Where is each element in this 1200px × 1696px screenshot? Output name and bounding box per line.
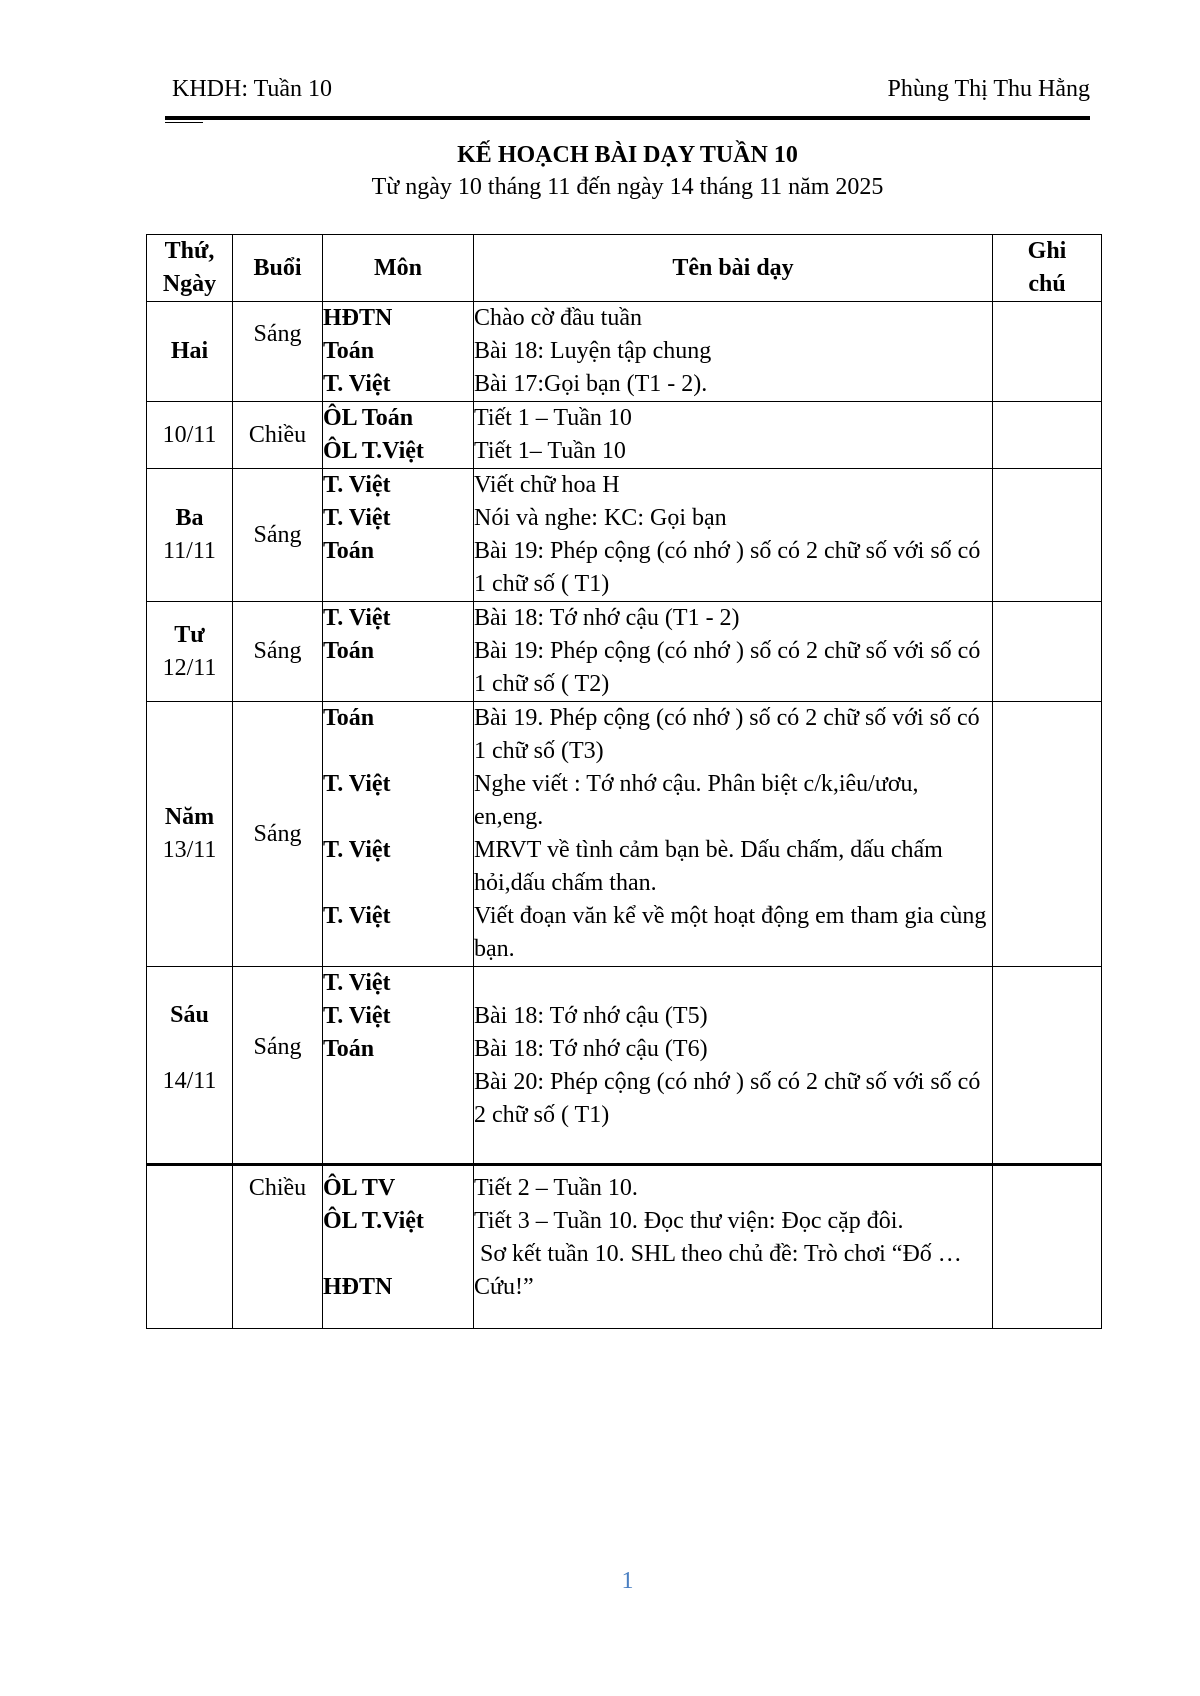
subject-spacer	[323, 1238, 473, 1271]
table-row	[147, 469, 1102, 602]
header-note: Ghi chú	[993, 235, 1102, 302]
subject: T. Việt	[323, 605, 391, 631]
day-cell-mon	[147, 302, 233, 402]
lessons-cell	[474, 302, 993, 402]
subject-spacer	[323, 801, 473, 834]
day-cell-wed	[147, 602, 233, 702]
date-cell-mon: 10/11	[147, 402, 233, 469]
header-lesson: Tên bài dạy	[474, 235, 993, 302]
lessons-cell	[474, 602, 993, 702]
table-row	[147, 302, 1102, 402]
subject: T. Việt	[323, 903, 391, 929]
note-cell	[993, 469, 1102, 602]
day-date: 11/11	[163, 538, 216, 564]
session-cell: Chiều	[233, 1165, 323, 1329]
note-cell	[993, 302, 1102, 402]
lesson: Tiết 3 – Tuần 10. Đọc thư viện: Đọc cặp đôi.	[474, 1208, 904, 1234]
lessons-cell	[474, 702, 993, 967]
lesson: Viết đoạn văn kể về một hoạt động em tham gia cùng bạn.	[474, 903, 987, 962]
subjects-cell	[323, 402, 474, 469]
header-left: KHDH: Tuần 10	[172, 76, 333, 102]
day-cell-empty	[147, 1165, 233, 1329]
day-date: 12/11	[162, 654, 217, 681]
day-name: Tư	[174, 621, 205, 648]
subjects-cell	[323, 702, 474, 967]
lesson: MRVT về tình cảm bạn bè. Dấu chấm, dấu chấm hỏi,dấu chấm than.	[474, 837, 943, 896]
header-rule	[165, 116, 1090, 120]
day-date: 14/11	[162, 1068, 217, 1094]
header-right: Phùng Thị Thu Hằng	[887, 76, 1090, 102]
lesson: Bài 18: Luyện tập chung	[474, 338, 712, 364]
day-spacer	[147, 1032, 232, 1065]
note-cell	[993, 602, 1102, 702]
day-name: Ba	[175, 505, 204, 531]
session-cell: Sáng	[233, 602, 323, 702]
subject: Toán	[323, 538, 375, 564]
subject: T. Việt	[323, 1003, 391, 1029]
subjects-cell	[323, 302, 474, 402]
lesson: Viết chữ hoa H	[474, 472, 620, 498]
lesson: Tiết 2 – Tuần 10.	[474, 1175, 638, 1201]
subject: ÔL T.Việt	[323, 1208, 424, 1234]
lessons-cell	[474, 1165, 993, 1329]
subject: T. Việt	[323, 837, 391, 863]
lessons-cell	[474, 469, 993, 602]
day-date: 13/11	[162, 837, 217, 863]
lesson: Bài 18: Tớ nhớ cậu (T5)	[474, 1003, 708, 1029]
session-cell: Sáng	[233, 967, 323, 1165]
session-cell: Sáng	[233, 469, 323, 602]
lesson: Sơ kết tuần 10. SHL theo chủ đề: Trò chơi “Đố … Cứu!”	[474, 1241, 968, 1300]
subject: ÔL T.Việt	[323, 438, 424, 464]
lesson: Chào cờ đầu tuần	[474, 305, 642, 331]
subject: Toán	[323, 705, 375, 731]
header-subject: Môn	[323, 235, 474, 302]
lesson: Tiết 1 – Tuần 10	[474, 405, 632, 431]
lesson-plan-table	[146, 234, 1102, 1329]
subjects-cell	[323, 1165, 474, 1329]
day-name: Hai	[170, 338, 209, 364]
header-day: Thứ, Ngày	[147, 235, 233, 302]
lesson: Nói và nghe: KC: Gọi bạn	[474, 505, 727, 531]
subject: HĐTN	[323, 1274, 393, 1300]
day-cell-tue	[147, 469, 233, 602]
session-cell: Sáng	[233, 302, 323, 402]
lesson: Bài 19. Phép cộng (có nhớ ) số có 2 chữ số với số có 1 chữ số (T3)	[474, 705, 980, 764]
subject: T. Việt	[323, 371, 391, 397]
lesson: Bài 19: Phép cộng (có nhớ ) số có 2 chữ số với số có 1 chữ số ( T2)	[474, 638, 981, 697]
session-cell: Chiều	[233, 402, 323, 469]
lesson: Nghe viết : Tớ nhớ cậu. Phân biệt c/k,iêu/ươu, en,eng.	[474, 771, 919, 830]
lessons-cell	[474, 967, 993, 1165]
subject: Toán	[323, 638, 375, 664]
note-cell	[993, 402, 1102, 469]
subjects-cell	[323, 469, 474, 602]
lesson: Bài 18: Tớ nhớ cậu (T6)	[474, 1036, 708, 1062]
note-cell	[993, 967, 1102, 1165]
day-name: Năm	[164, 804, 215, 830]
table-row	[147, 602, 1102, 702]
header-session: Buổi	[233, 235, 323, 302]
subject: T. Việt	[323, 505, 391, 531]
subjects-cell	[323, 967, 474, 1165]
lesson-spacer	[474, 967, 992, 1000]
page-subtitle: Từ ngày 10 tháng 11 đến ngày 14 tháng 11 năm 2025	[371, 174, 884, 200]
subject: T. Việt	[323, 771, 391, 797]
day-cell-thu	[147, 702, 233, 967]
table-header-row	[147, 235, 1102, 302]
table-row	[147, 967, 1102, 1165]
page-title: KẾ HOẠCH BÀI DẠY TUẦN 10	[457, 142, 798, 168]
header-rule-accent	[165, 122, 203, 123]
page-number: 1	[621, 1568, 634, 1594]
note-cell	[993, 702, 1102, 967]
subject: Toán	[323, 338, 375, 364]
note-cell	[993, 1165, 1102, 1329]
day-name: Sáu	[170, 1002, 209, 1028]
lessons-cell	[474, 402, 993, 469]
table-row	[147, 1165, 1102, 1329]
table-row	[147, 702, 1102, 967]
lesson: Tiết 1– Tuần 10	[474, 438, 626, 464]
subject: T. Việt	[323, 472, 391, 498]
lesson: Bài 19: Phép cộng (có nhớ ) số có 2 chữ số với số có 1 chữ số ( T1)	[474, 538, 981, 597]
lesson: Bài 20: Phép cộng (có nhớ ) số có 2 chữ số với số có 2 chữ số ( T1)	[474, 1069, 981, 1128]
table-row	[147, 402, 1102, 469]
subject: HĐTN	[323, 305, 393, 331]
lesson: Bài 18: Tớ nhớ cậu (T1 - 2)	[474, 605, 740, 631]
subject: T. Việt	[323, 970, 391, 996]
subject: ÔL TV	[323, 1175, 396, 1201]
session-cell: Sáng	[233, 702, 323, 967]
subjects-cell	[323, 602, 474, 702]
subject: ÔL Toán	[323, 405, 414, 431]
subject-spacer	[323, 867, 473, 900]
lesson: Bài 17:Gọi bạn (T1 - 2).	[474, 371, 708, 397]
subject: Toán	[323, 1036, 375, 1062]
day-cell-fri	[147, 967, 233, 1165]
subject-spacer	[323, 735, 473, 768]
